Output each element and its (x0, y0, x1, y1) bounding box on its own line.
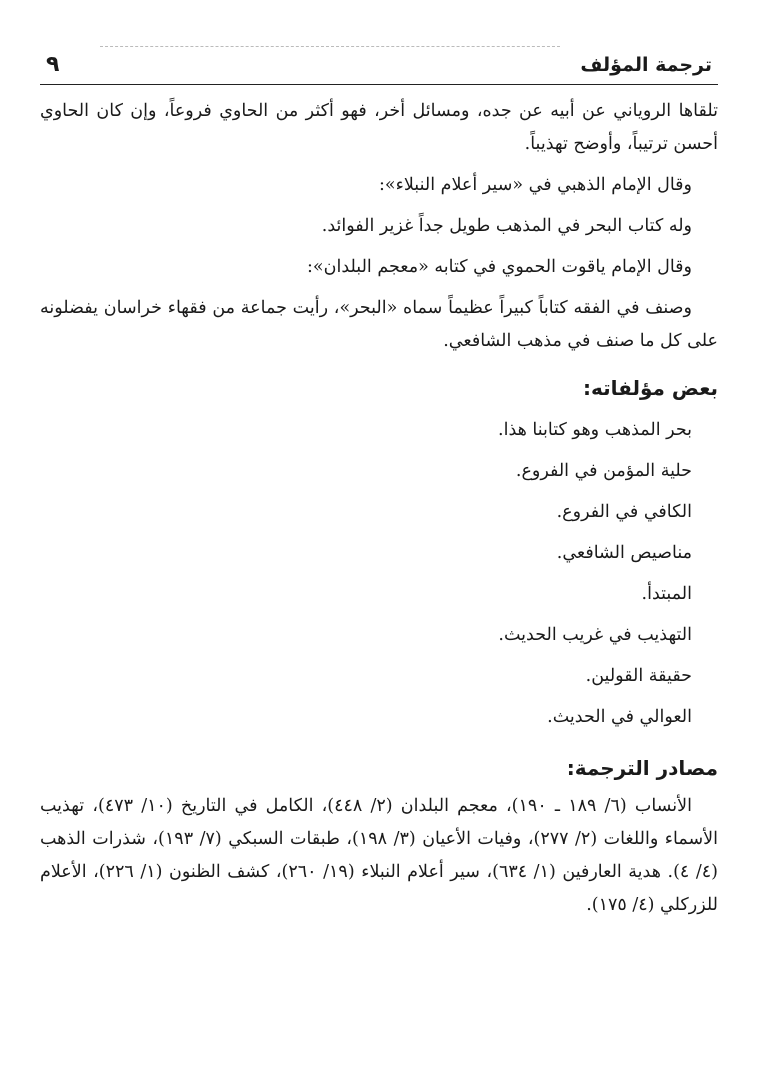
page-number: ٩ (46, 52, 60, 77)
running-header (40, 40, 718, 85)
paragraph-1: تلقاها الروياني عن أبيه عن جده، ومسائل أخر، فهو أكثر من الحاوي فروعاً، وإن كان الحاوي أحسن ترتيباً، وأوضح تهذيباً. (40, 101, 718, 154)
paragraph-2: وقال الإمام الذهبي في «سير أعلام النبلاء»: (379, 175, 692, 195)
works-list (40, 410, 718, 738)
sources-heading: مصادر الترجمة: (566, 756, 718, 780)
paragraph-4: وقال الإمام ياقوت الحموي في كتابه «معجم البلدان»: (307, 257, 692, 277)
list-item: بحر المذهب وهو كتابنا هذا. (498, 420, 692, 440)
list-item: المبتدأ. (641, 584, 692, 604)
sources-text: الأنساب (٦/ ١٨٩ ـ ١٩٠)، معجم البلدان (٢/ ٤٤٨)، الكامل في التاريخ (١٠/ ٤٧٣)، تهذيب الأسماء واللغات (٢/ ٢٧٧)، وفيات الأعيان (٣/ ١٩٨)، طبقات السبكي (٧/ ١٩٣)، شذرات الذهب (٤/ ٤). هدية العارفين (١/ ٦٣٤)، سير أعلام النبلاء (١٩/ ٢٦٠)، كشف الظنون (١/ ٢٢٦)، الأعلام للزركلي (٤/ ١٧٥). (40, 796, 718, 915)
document-body (40, 85, 718, 922)
header-rule-dashes (100, 46, 560, 47)
list-item: التهذيب في غريب الحديث. (498, 625, 692, 645)
paragraph-5: وصنف في الفقه كتاباً كبيراً عظيماً سماه «البحر»، رأيت جماعة من فقهاء خراسان يفضلونه على كل ما صنف في مذهب الشافعي. (40, 298, 718, 351)
paragraph-3: وله كتاب البحر في المذهب طويل جداً غزير الفوائد. (321, 216, 692, 236)
works-heading: بعض مؤلفاته: (582, 376, 718, 400)
list-item: العوالي في الحديث. (547, 707, 692, 727)
list-item: الكافي في الفروع. (556, 502, 692, 522)
list-item: مناصيص الشافعي. (556, 543, 692, 563)
list-item: حلية المؤمن في الفروع. (515, 461, 692, 481)
document-page (40, 40, 718, 922)
list-item: حقيقة القولين. (585, 666, 692, 686)
running-header-title: ترجمة المؤلف (580, 54, 712, 76)
